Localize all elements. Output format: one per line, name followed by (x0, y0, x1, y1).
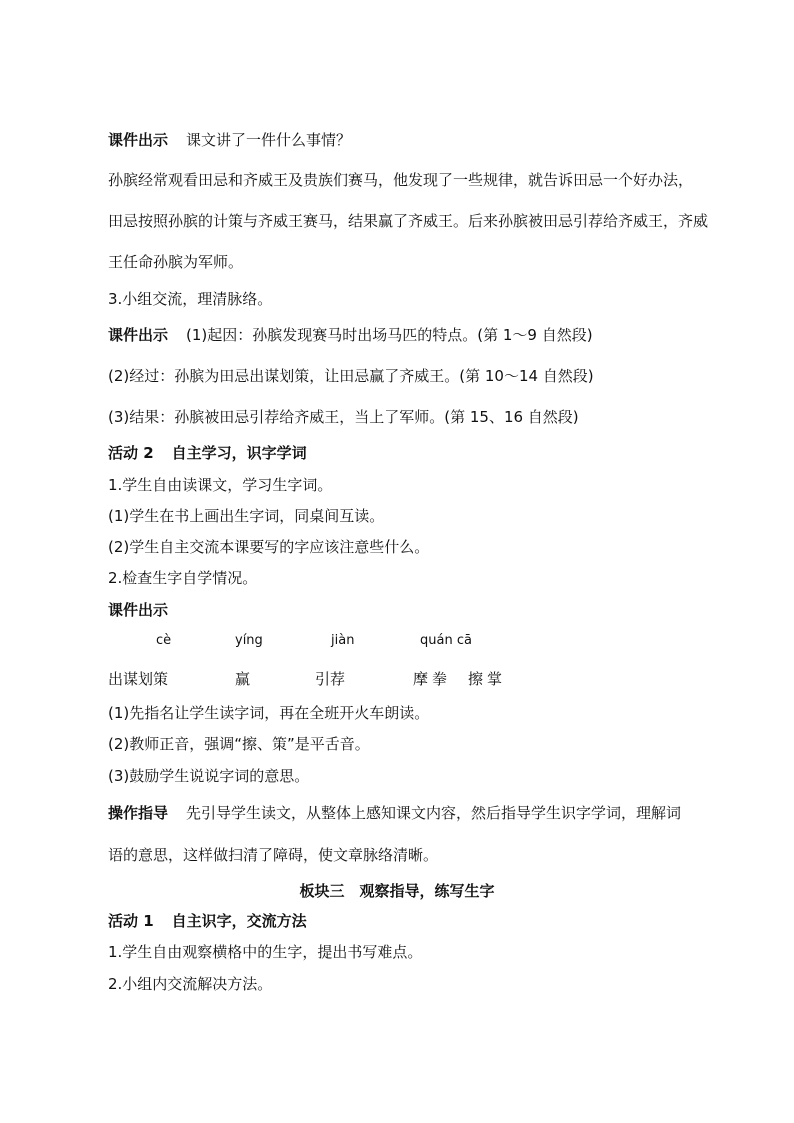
activity-label: 活动 1 (108, 912, 154, 930)
activity-title: 自主识字，交流方法 (171, 912, 307, 930)
word-3: 引荐 (315, 670, 346, 688)
summary-line-2: 田忌按照孙膑的计策与齐威王赛马，结果赢了齐威王。后来孙膑被田忌引荐给齐威王，齐威 (108, 212, 709, 230)
sub-step-1a: (1)学生在书上画出生字词，同桌间互读。 (108, 507, 385, 525)
sub-step-2: 2.检查生字自学情况。 (108, 569, 258, 587)
activity-2-heading (108, 443, 307, 463)
teaching-step-2: (2)教师正音，强调“擦、策”是平舌音。 (108, 735, 370, 753)
summary-line-3: 王任命孙膑为军师。 (108, 253, 244, 271)
activity-1-heading (108, 911, 307, 931)
pinyin-4: quán cā (420, 633, 472, 648)
pinyin-2: yíng (235, 633, 263, 648)
word-2: 赢 (235, 670, 251, 688)
write-step-2: 2.小组内交流解决方法。 (108, 975, 273, 993)
activity-label: 活动 2 (108, 444, 154, 462)
cause-text: (1)起因：孙膑发现赛马时出场马匹的特点。(第 1～9 自然段) (186, 326, 593, 344)
pinyin-1: cè (156, 633, 172, 648)
courseware-line-2 (108, 325, 593, 345)
courseware-label-3: 课件出示 (108, 601, 169, 619)
sub-step-1: 1.学生自由读课文，学习生字词。 (108, 476, 333, 494)
word-4: 摩拳 (413, 670, 452, 688)
guide-line-2: 语的意思，这样做扫清了障碍，使文章脉络清晰。 (108, 846, 439, 864)
activity-title: 自主学习，识字学词 (171, 444, 307, 462)
guide-label: 操作指导 (108, 804, 169, 822)
guide-text: 先引导学生读文，从整体上感知课文内容，然后指导学生识字学词，理解词 (186, 804, 682, 822)
result-text: (3)结果：孙膑被田忌引荐给齐威王，当上了军师。(第 15、16 自然段) (108, 408, 579, 426)
courseware-label: 课件出示 (108, 131, 169, 149)
write-step-1: 1.学生自由观察横格中的生字，提出书写难点。 (108, 943, 423, 961)
block-3-heading: 板块三 观察指导，练写生字 (299, 882, 495, 900)
word-5: 擦掌 (468, 670, 507, 688)
pinyin-3: jiàn (331, 633, 355, 648)
vocabulary-row (0, 668, 794, 688)
process-text: (2)经过：孙膑为田忌出谋划策，让田忌赢了齐威王。(第 10～14 自然段) (108, 367, 594, 385)
summary-line-1: 孙膑经常观看田忌和齐威王及贵族们赛马，他发现了一些规律，就告诉田忌一个好办法， (108, 171, 694, 189)
teaching-step-1: (1)先指名让学生读字词，再在全班开火车朗读。 (108, 704, 430, 722)
step-3: 3.小组交流，理清脉络。 (108, 290, 273, 308)
sub-step-1b: (2)学生自主交流本课要写的字应该注意些什么。 (108, 538, 430, 556)
courseware-label: 课件出示 (108, 326, 169, 344)
pinyin-row (0, 633, 794, 651)
word-1: 出谋划策 (108, 670, 169, 688)
courseware-line-1 (108, 130, 351, 150)
guide-line-1 (108, 803, 681, 823)
question-text: 课文讲了一件什么事情？ (186, 131, 352, 149)
teaching-step-3: (3)鼓励学生说说字词的意思。 (108, 767, 310, 785)
